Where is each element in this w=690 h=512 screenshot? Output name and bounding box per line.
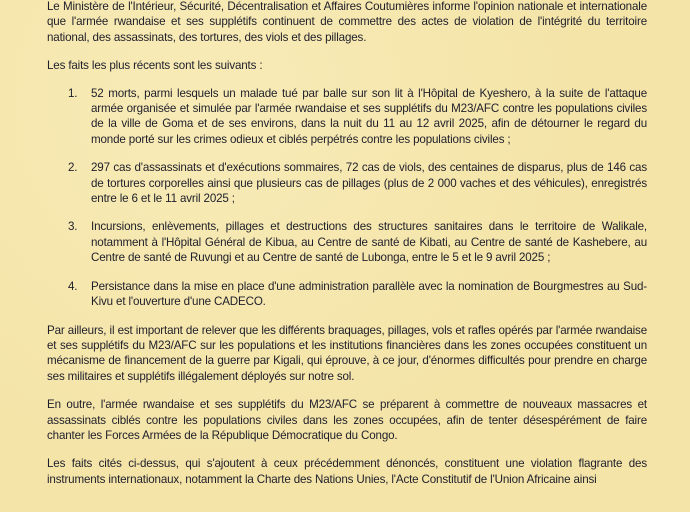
list-item-number: 4. — [68, 279, 78, 293]
list-item — [47, 219, 647, 265]
list-item-text: Incursions, enlèvements, pillages et destructions des structures sanitaires dans le territoire de Walikale, notamment à l'Hôpital Général de Kibua, au Centre de santé de Kibati, au Centre de santé de Kashebere, au Centre de santé de Ruvungi et au Centre de santé de Lubonga, entre le 5 et le 9 avril 2025 ; — [91, 220, 647, 265]
paragraph-intro-statement: Le Ministère de l'Intérieur, Sécurité, Décentralisation et Affaires Coutumières informe l'opinion nationale et internationale que l'armée rwandaise et ses supplétifs continuent de commettre des actes de violation de l'intégrité du territoire national, des assassinats, des tortures, des viols et des pillages. — [47, 0, 647, 44]
list-item — [47, 160, 647, 206]
list-item-text: 52 morts, parmi lesquels un malade tué par balle sur son lit à l'Hôpital de Kyeshero, à la suite de l'attaque armée organisée et simulée par l'armée rwandaise et ses supplétifs du M23/AFC contre les populations civiles de la ville de Goma et de ses environs, dans la nuit du 11 au 12 avril 2025, afin de détourner le regard du monde porté sur les crimes odieux et ciblés perpétrés contre les populations civiles ; — [91, 86, 647, 146]
paragraph-new-massacres: En outre, l'armée rwandaise et ses supplétifs du M23/AFC se préparent à commettre de nouveaux massacres et assassinats ciblés contre les populations civiles dans les zones occupées, afin de tenter désespérément de faire chanter les Forces Armées de la République Démocratique du Congo. — [47, 398, 647, 442]
facts-intro: Les faits les plus récents sont les suivants : — [47, 59, 263, 73]
list-item-number: 2. — [68, 161, 78, 175]
list-item — [47, 279, 647, 310]
list-item-number: 3. — [68, 220, 78, 234]
list-item — [47, 86, 647, 148]
list-item-number: 1. — [68, 86, 78, 100]
document-body — [47, 0, 647, 500]
list-item-text: 297 cas d'assassinats et d'exécutions sommaires, 72 cas de viols, des centaines de disparus, plus de 146 cas de tortures corporelles ainsi que plusieurs cas de pillages (plus de 2 000 vaches et des véhicules), enregistrés entre le 6 et le 11 avril 2025 ; — [91, 161, 647, 206]
paragraph-financing: Par ailleurs, il est important de relever que les différents braquages, pillages, vols et rafles opérés par l'armée rwandaise et ses supplétifs du M23/AFC sur les populations et les institutions financières dans les zones occupées constituent un mécanisme de financement de la guerre par Kigali, qui éprouve, à ce jour, d'énormes difficultés pour prendre en charge ses militaires et supplétifs illégalement déployés sur notre sol. — [47, 323, 647, 383]
list-item-text: Persistance dans la mise en place d'une administration parallèle avec la nomination de Bourgmestres au Sud-Kivu et l'ouverture d'une CADECO. — [91, 279, 647, 309]
paragraph-violation: Les faits cités ci-dessus, qui s'ajoutent à ceux précédemment dénoncés, constituent une violation flagrante des instruments internationaux, notamment la Charte des Nations Unies, l'Acte Constitutif de l'Union Africaine ainsi — [47, 457, 647, 486]
